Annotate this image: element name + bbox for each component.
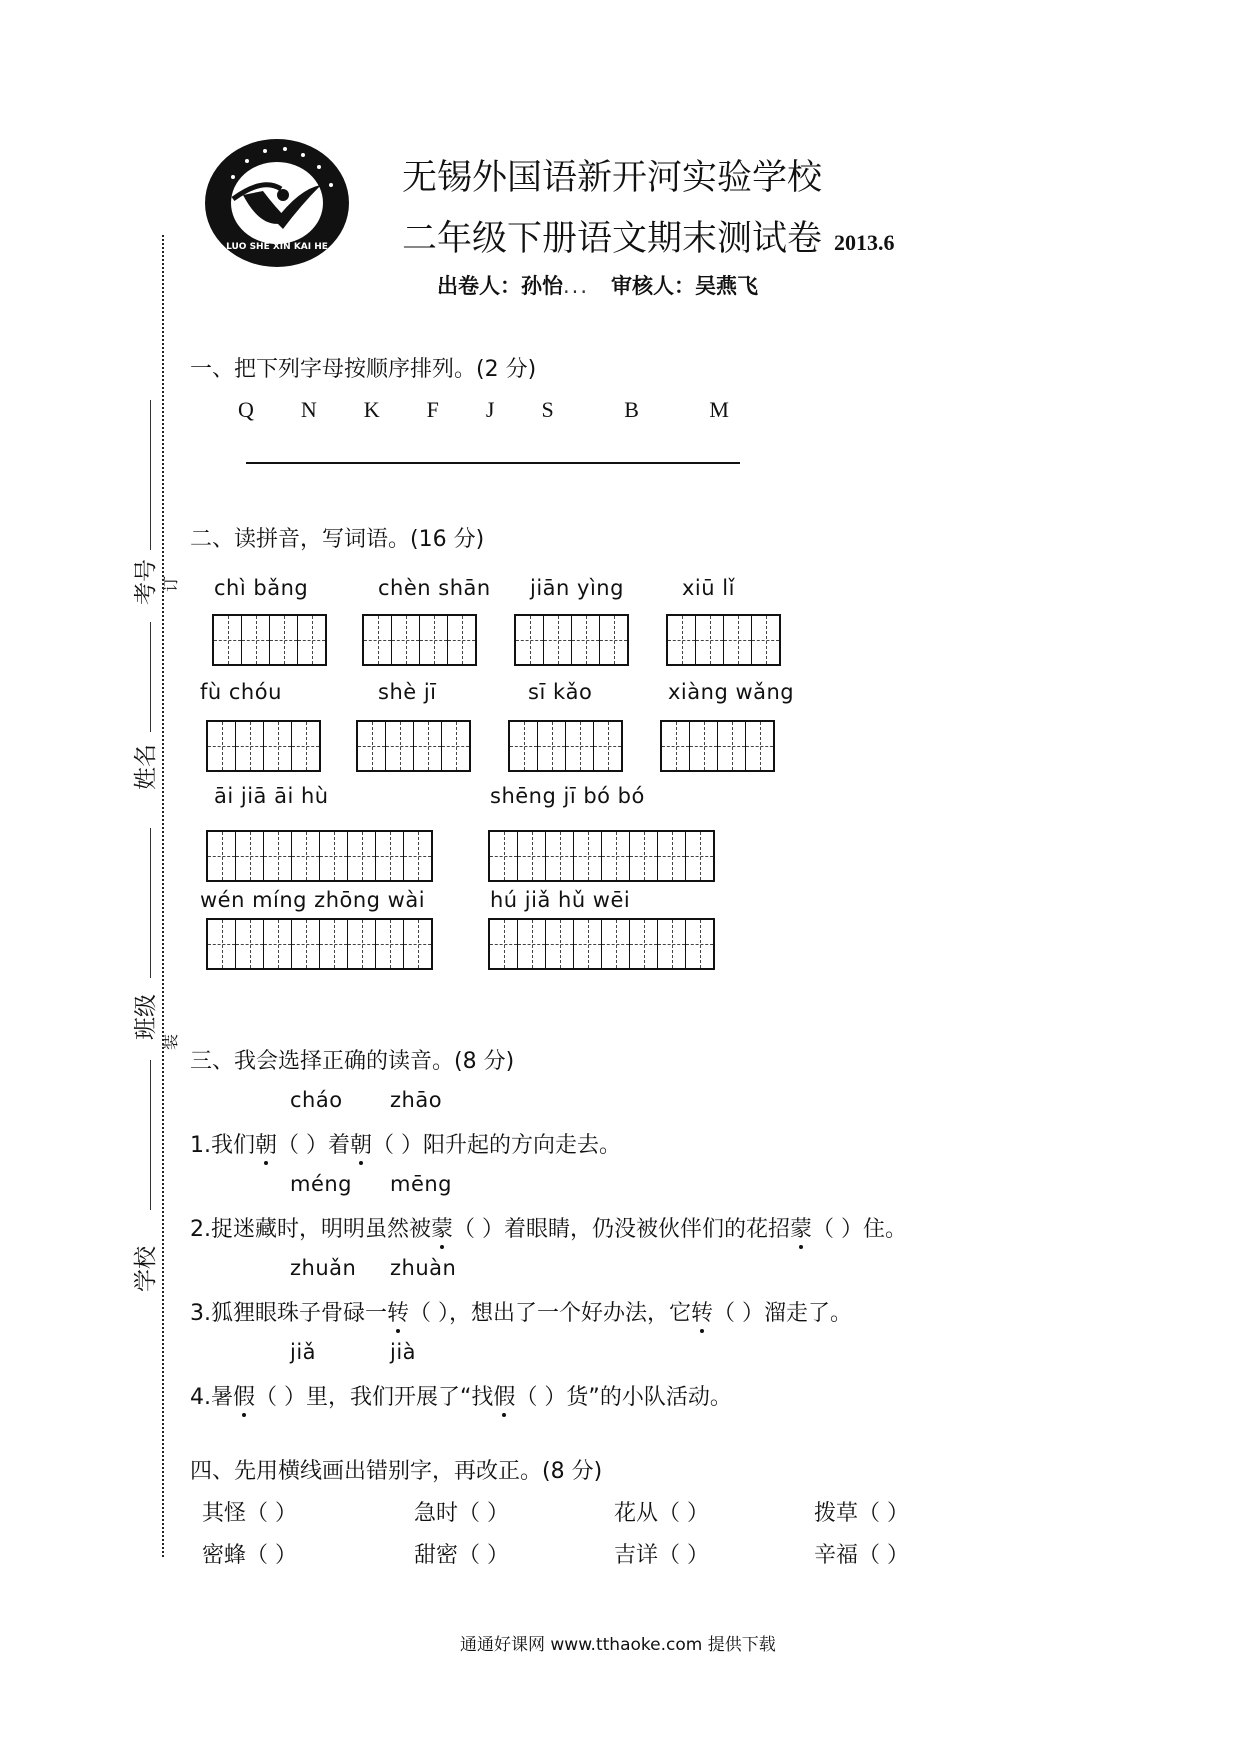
logo-text: LUO SHE XIN KAI HE — [226, 242, 328, 252]
pinyin: zhuǎn — [290, 1256, 357, 1280]
q-text: （ ），想出了一个好办法，它 — [409, 1301, 692, 1326]
writing-grid[interactable] — [660, 720, 775, 772]
pinyin: shēng jī bó bó — [490, 784, 645, 808]
writing-grid[interactable] — [356, 720, 471, 772]
pinyin: chèn shān — [378, 576, 491, 600]
q-text: （ ）着眼睛，仍没被伙伴们的花招 — [453, 1217, 791, 1242]
dotted-char: 朝 — [255, 1128, 277, 1159]
authors-line — [437, 270, 758, 300]
pinyin: mēng — [390, 1172, 453, 1196]
pinyin: cháo — [290, 1088, 343, 1112]
pinyin: méng — [290, 1172, 353, 1196]
author: 出卷人：孙怡 — [437, 274, 563, 298]
exam-date: 2013.6 — [834, 230, 895, 255]
banji-blank — [150, 828, 151, 978]
question-1 — [190, 1128, 621, 1159]
pinyin: jiān yìng — [530, 576, 624, 600]
correction-item[interactable]: 拨草（ ） — [814, 1501, 909, 1526]
pinyin: chì bǎng — [214, 576, 309, 600]
correction-item[interactable]: 辛福（ ） — [814, 1543, 909, 1568]
question-4 — [190, 1380, 732, 1411]
writing-grid[interactable] — [488, 918, 715, 970]
pinyin: xiū lǐ — [682, 576, 735, 600]
correction-item[interactable]: 吉详（ ） — [614, 1543, 709, 1568]
q-text: 4.暑 — [190, 1385, 233, 1410]
reviewer: 审核人：吴燕飞 — [610, 274, 758, 298]
school-name: 无锡外国语新开河实验学校 — [402, 158, 823, 198]
q-text: 1.我们 — [190, 1133, 255, 1158]
dotted-char: 转 — [691, 1296, 713, 1327]
label-xingming: 姓名 — [133, 744, 159, 790]
label-banji: 班级 — [133, 994, 159, 1040]
writing-grid[interactable] — [666, 614, 781, 666]
correction-item[interactable]: 其怪（ ） — [202, 1501, 297, 1526]
pinyin: jià — [390, 1340, 417, 1364]
pinyin: hú jiǎ hǔ wēi — [490, 888, 631, 912]
answer-line[interactable] — [246, 462, 740, 464]
section4-title: 四、先用横线画出错别字，再改正。(8 分) — [190, 1459, 603, 1484]
pinyin: fù chóu — [200, 680, 282, 704]
pinyin: zhāo — [390, 1088, 443, 1112]
exam-title — [402, 211, 895, 261]
correction-item[interactable]: 密蜂（ ） — [202, 1543, 297, 1568]
q-text: （ ）里，我们开展了“找 — [255, 1385, 494, 1410]
pinyin: āi jiā āi hù — [214, 784, 329, 808]
label-kaohao: 考号 — [133, 559, 159, 605]
correction-item[interactable]: 花从（ ） — [614, 1501, 709, 1526]
correction-item[interactable]: 甜密（ ） — [414, 1543, 509, 1568]
letters: Q N K F J S B M — [238, 397, 729, 422]
question-3 — [190, 1296, 852, 1327]
section2-title: 二、读拼音，写词语。(16 分) — [190, 527, 485, 552]
q-text: 3.狐狸眼珠子骨碌一 — [190, 1301, 387, 1326]
writing-grid[interactable] — [362, 614, 477, 666]
kaohao-blank — [150, 400, 151, 550]
writing-grid[interactable] — [206, 918, 433, 970]
q-text: （ ）溜走了。 — [713, 1301, 853, 1326]
pinyin: zhuàn — [390, 1256, 457, 1280]
label-xuexiao: 学校 — [133, 1246, 159, 1292]
dotted-char: 假 — [233, 1380, 255, 1411]
writing-grid[interactable] — [206, 830, 433, 882]
section1-title: 一、把下列字母按顺序排列。(2 分) — [190, 357, 537, 382]
writing-grid[interactable] — [508, 720, 623, 772]
section3-title: 三、我会选择正确的读音。(8 分) — [190, 1049, 515, 1074]
footer: 通通好课网 www.tthaoke.com 提供下载 — [460, 1635, 776, 1655]
writing-grid[interactable] — [488, 830, 715, 882]
exam-title-text: 二年级下册语文期末测试卷 — [402, 219, 823, 259]
q-text: 2.捉迷藏时，明明虽然被 — [190, 1217, 431, 1242]
pinyin: wén míng zhōng wài — [200, 888, 426, 912]
pinyin: xiàng wǎng — [668, 680, 795, 704]
label-ding: 订 — [161, 575, 180, 592]
writing-grid[interactable] — [212, 614, 327, 666]
question-2 — [190, 1212, 907, 1243]
binding-dotted-line — [162, 235, 164, 1557]
label-zhuang: 装 — [161, 1033, 180, 1050]
xuexiao-blank — [150, 1060, 151, 1210]
dotted-char: 假 — [493, 1380, 515, 1411]
dotted-char: 蒙 — [790, 1212, 812, 1243]
school-logo — [203, 137, 351, 269]
xingming-blank — [150, 622, 151, 732]
pinyin: jiǎ — [290, 1340, 317, 1364]
writing-grid[interactable] — [514, 614, 629, 666]
q-text: （ ）阳升起的方向走去。 — [372, 1133, 622, 1158]
dotted-char: 蒙 — [431, 1212, 453, 1243]
dotted-char: 朝 — [350, 1128, 372, 1159]
pinyin: sī kǎo — [528, 680, 593, 704]
q-text: （ ）住。 — [812, 1217, 908, 1242]
correction-item[interactable]: 急时（ ） — [414, 1501, 509, 1526]
q-text: （ ）着 — [277, 1133, 351, 1158]
pinyin: shè jī — [378, 680, 437, 704]
author-dots: ... — [563, 274, 590, 298]
q-text: （ ）货”的小队活动。 — [515, 1385, 732, 1410]
dotted-char: 转 — [387, 1296, 409, 1327]
writing-grid[interactable] — [206, 720, 321, 772]
